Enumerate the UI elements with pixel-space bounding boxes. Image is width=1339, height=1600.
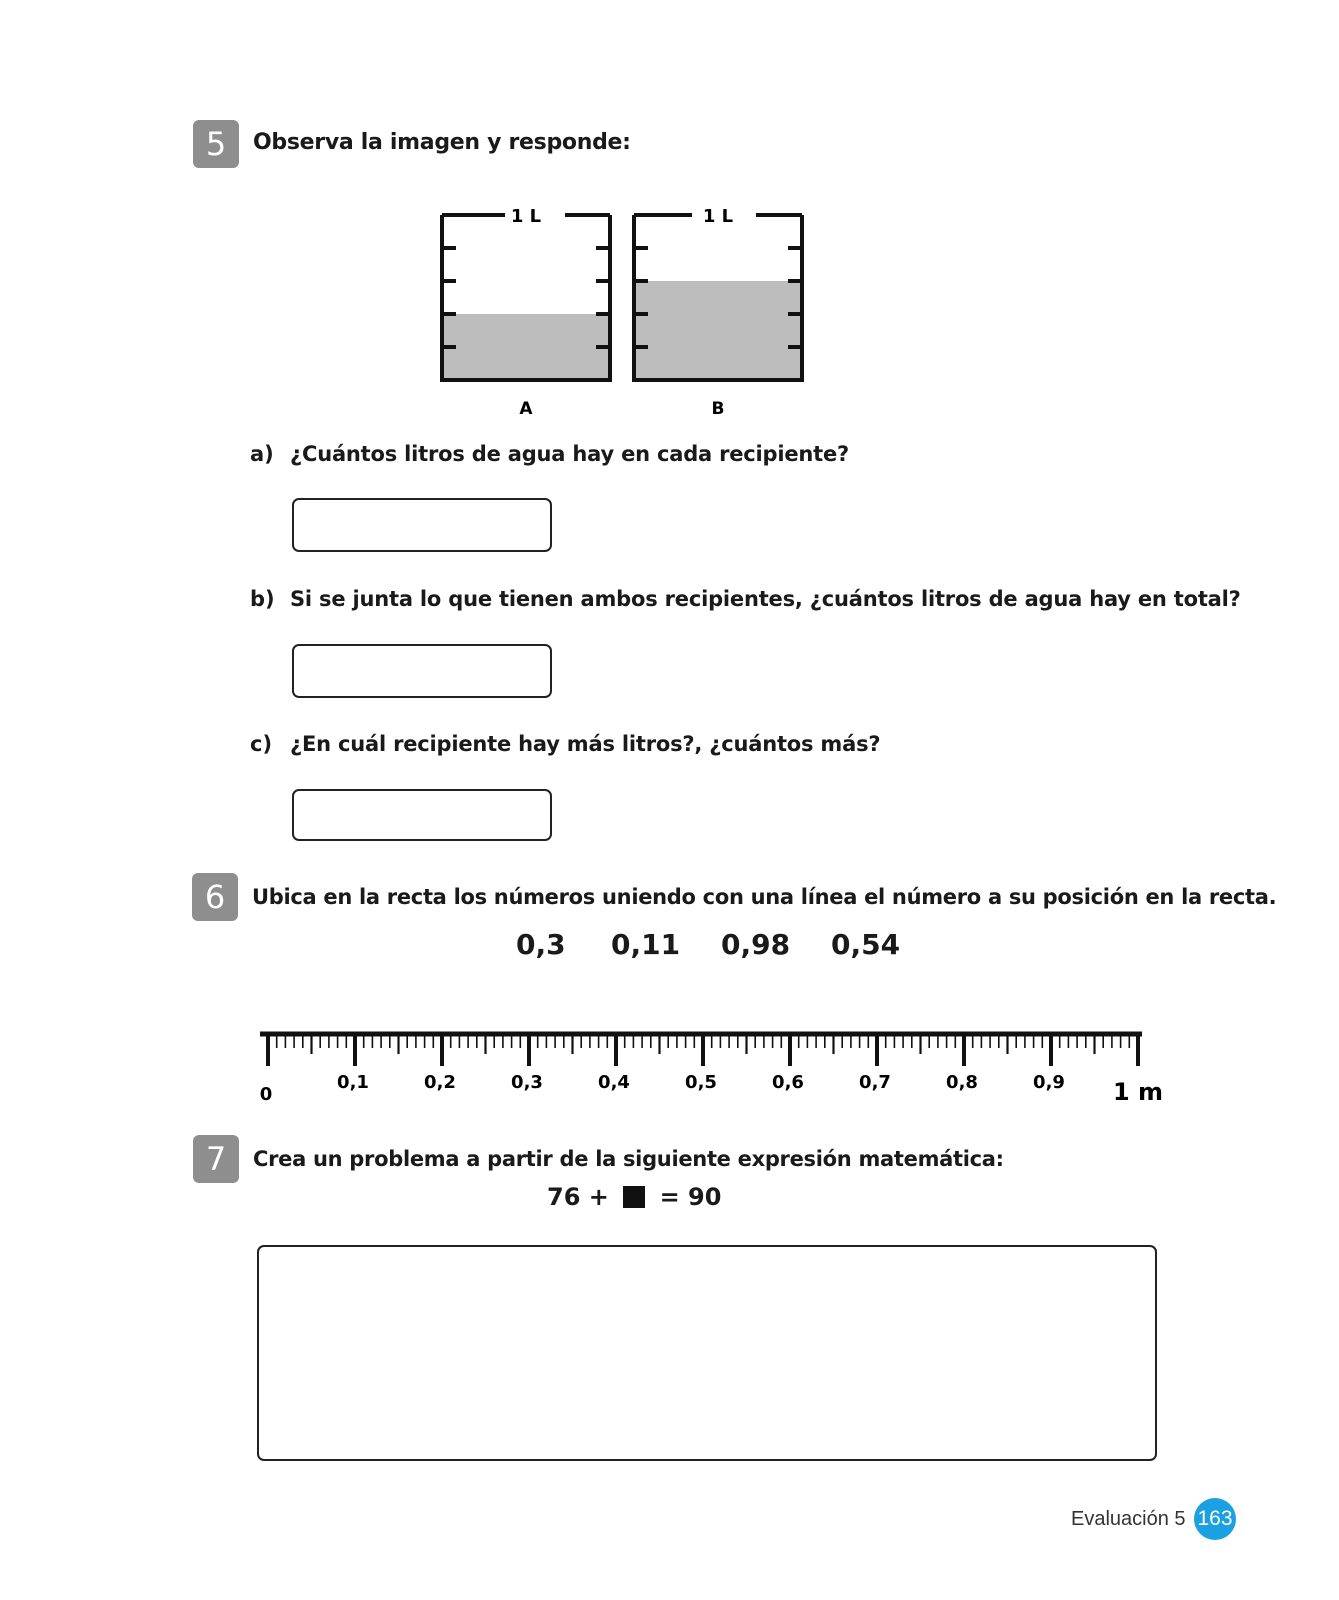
expression-left: 76 + <box>547 1183 609 1211</box>
problem-answer-box[interactable] <box>257 1245 1157 1461</box>
number-option: 0,3 <box>516 928 566 961</box>
containers-figure <box>430 195 820 425</box>
question-c-letter: c) <box>250 732 273 756</box>
ruler-label: 0,1 <box>337 1072 369 1093</box>
number-line[interactable] <box>240 1020 1180 1115</box>
section-5-instruction: Observa la imagen y responde: <box>253 130 631 155</box>
container-b-water <box>634 281 802 380</box>
ruler-label: 0 <box>259 1084 273 1105</box>
ruler-label: 0,3 <box>511 1072 543 1093</box>
unknown-square <box>623 1186 645 1208</box>
footer-label: Evaluación 5 <box>1071 1508 1186 1530</box>
number-option: 0,54 <box>831 928 901 961</box>
answer-box-a[interactable] <box>292 498 552 552</box>
container-a <box>442 206 610 419</box>
expression-right: = 90 <box>659 1183 722 1211</box>
answer-box-b[interactable] <box>292 644 552 698</box>
question-a-letter: a) <box>250 442 274 466</box>
ruler-label: 0,2 <box>424 1072 456 1093</box>
ruler-label: 0,7 <box>859 1072 891 1093</box>
section-6-badge: 6 <box>192 873 238 921</box>
ruler-label: 0,8 <box>946 1072 978 1093</box>
question-b-letter: b) <box>250 587 275 611</box>
ruler-label: 0,9 <box>1033 1072 1065 1093</box>
ruler-label: 0,4 <box>598 1072 630 1093</box>
question-a-text: ¿Cuántos litros de agua hay en cada recipiente? <box>290 442 850 466</box>
container-b <box>634 206 802 419</box>
answer-box-c[interactable] <box>292 789 552 841</box>
section-7-badge: 7 <box>193 1135 239 1183</box>
section-7-instruction: Crea un problema a partir de la siguiente expresión matemática: <box>253 1147 1004 1171</box>
container-a-water <box>442 314 610 380</box>
section-5-badge: 5 <box>193 120 239 168</box>
section-6-instruction: Ubica en la recta los números uniendo con una línea el número a su posición en la recta. <box>252 885 1277 909</box>
number-option: 0,11 <box>611 928 681 961</box>
number-option: 0,98 <box>721 928 791 961</box>
ruler-label: 0,6 <box>772 1072 804 1093</box>
container-a-label: A <box>519 399 533 419</box>
container-b-capacity: 1 L <box>702 206 734 227</box>
container-b-label: B <box>711 399 725 419</box>
container-a-capacity: 1 L <box>510 206 542 227</box>
question-b-text: Si se junta lo que tienen ambos recipientes, ¿cuántos litros de agua hay en total? <box>290 587 1241 611</box>
ruler-label: 1 m <box>1112 1078 1164 1106</box>
page-number: 163 <box>1194 1498 1236 1540</box>
ruler-label: 0,5 <box>685 1072 717 1093</box>
math-expression <box>547 1183 721 1211</box>
question-c-text: ¿En cuál recipiente hay más litros?, ¿cuántos más? <box>290 732 881 756</box>
